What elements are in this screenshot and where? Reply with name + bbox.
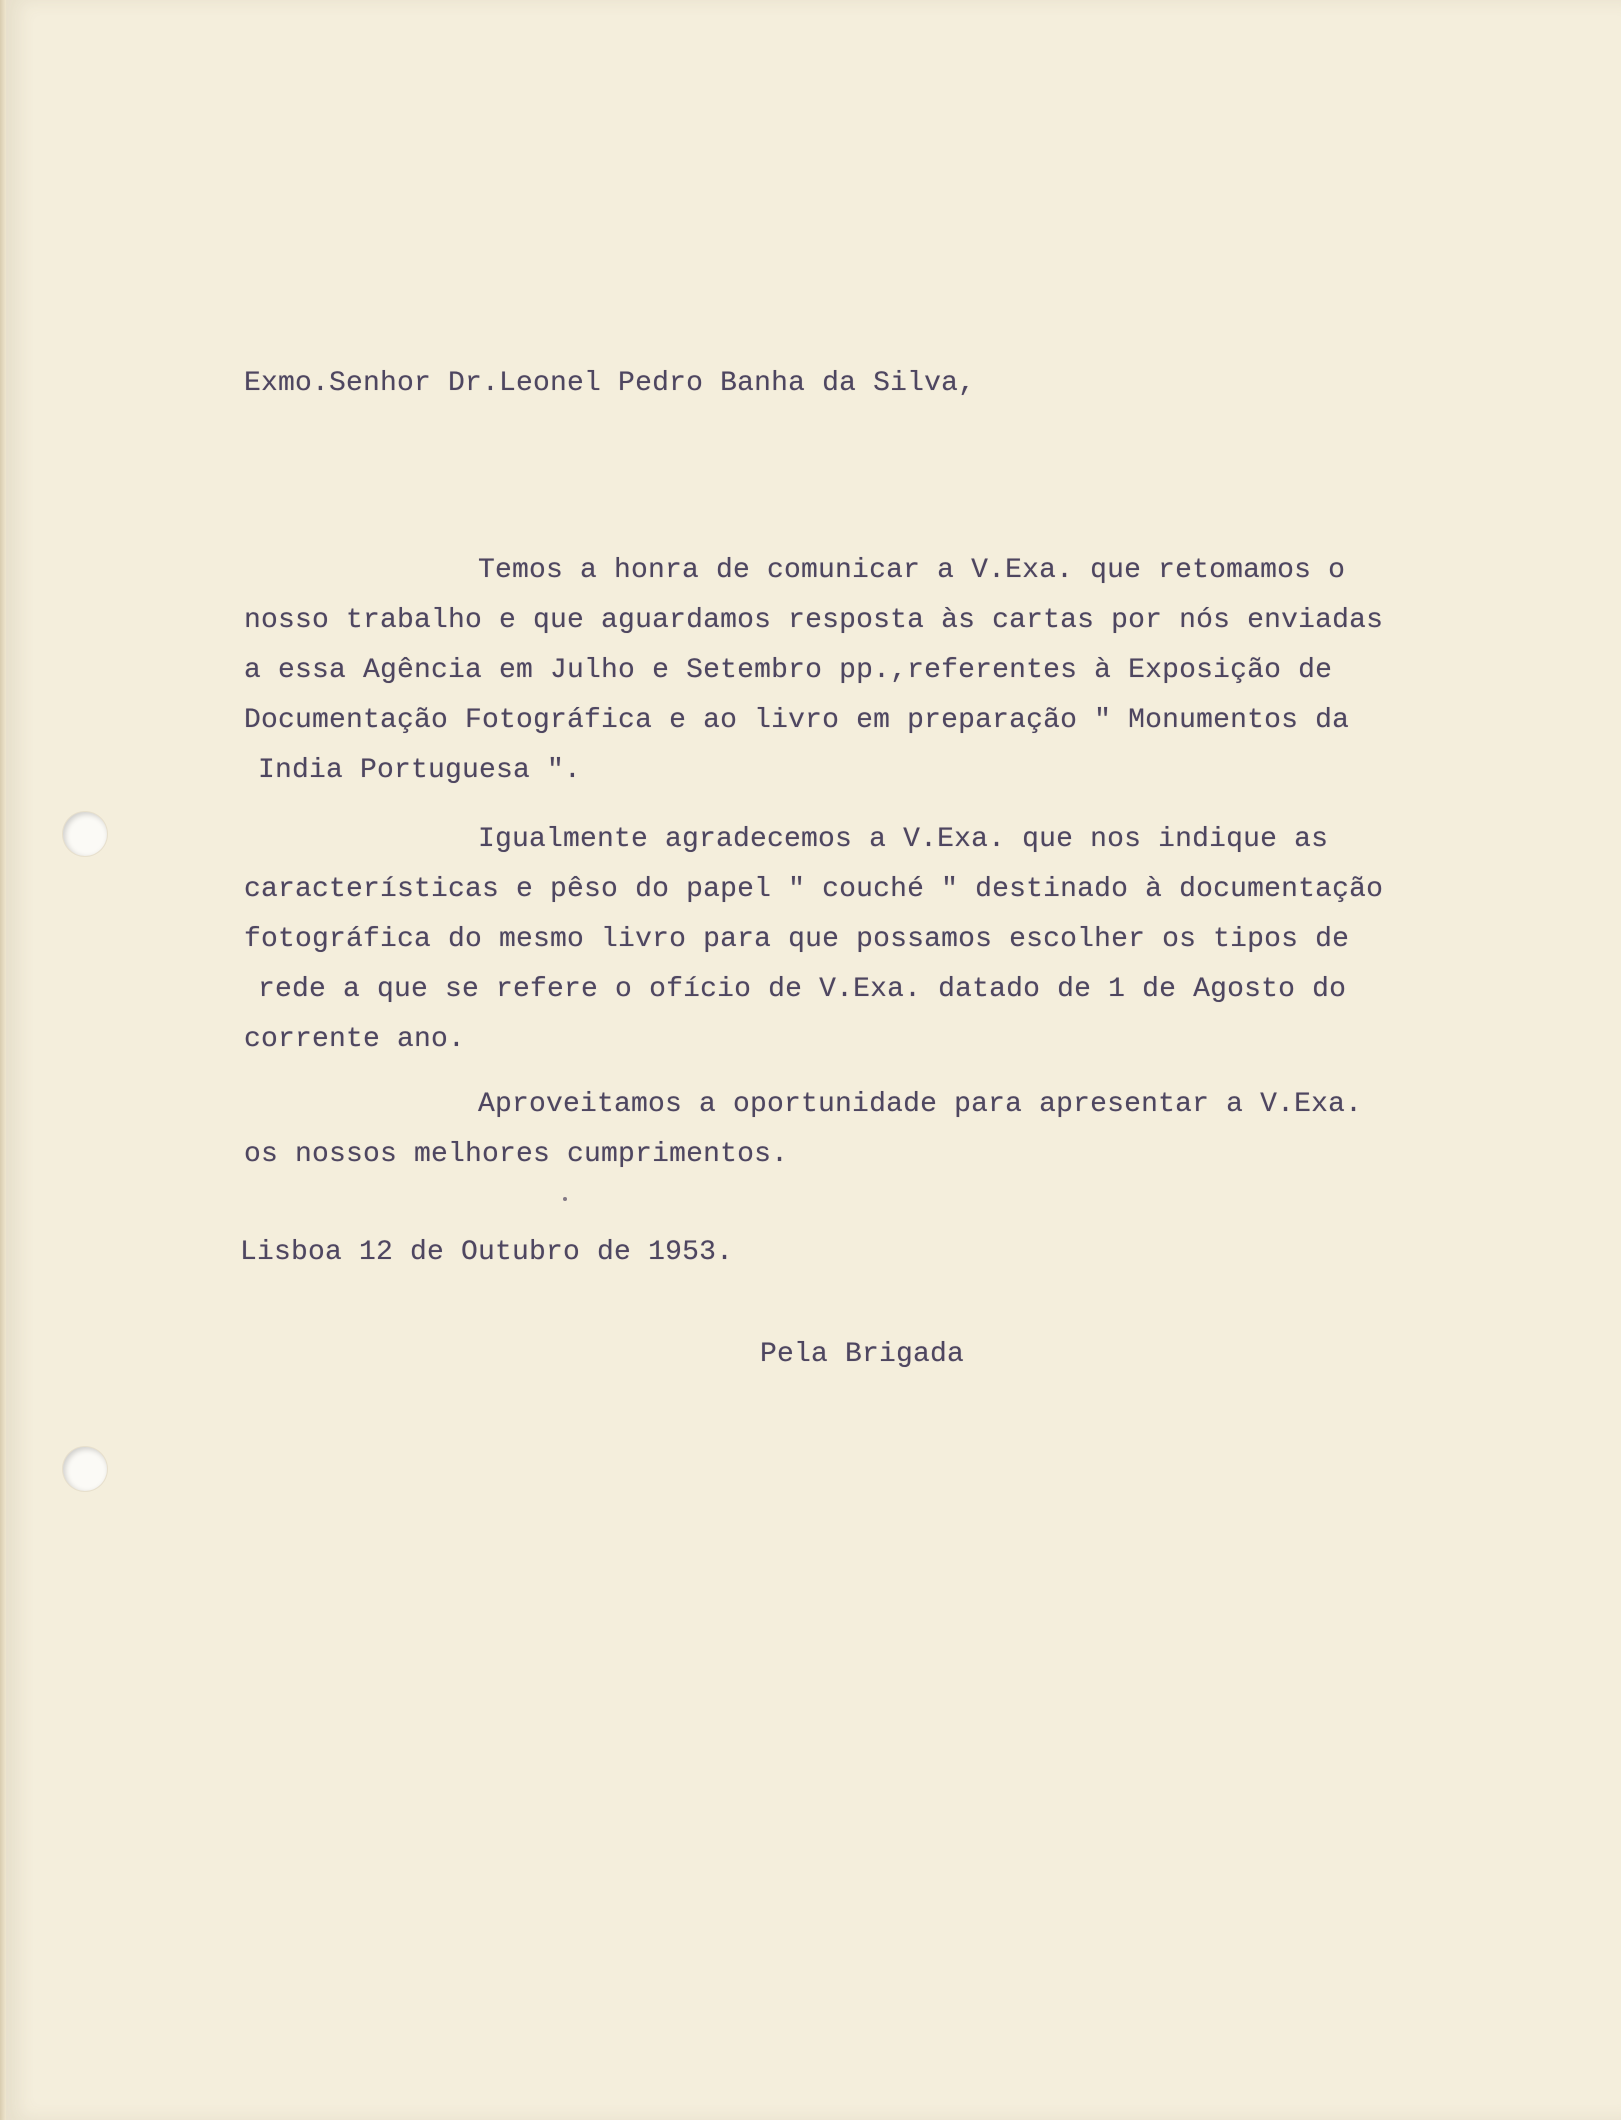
paper-edge [0,0,6,2120]
date-line: Lisboa 12 de Outubro de 1953. [240,1237,734,1268]
paragraph-2-line-5: corrente ano. [244,1024,466,1055]
paragraph-2-line-1: Igualmente agradecemos a V.Exa. que nos indique as [478,824,1329,855]
paragraph-2-line-3: fotográfica do mesmo livro para que possamos escolher os tipos de [244,924,1350,955]
salutation: Exmo.Senhor Dr.Leonel Pedro Banha da Silva, [244,368,976,399]
paragraph-3-line-1: Aproveitamos a oportunidade para apresentar a V.Exa. [478,1089,1363,1120]
paragraph-2-line-2: características e pêso do papel " couché " destinado à documentação [244,874,1384,905]
paragraph-1-line-5: India Portuguesa ". [258,755,582,786]
paragraph-1-line-3: a essa Agência em Julho e Setembro pp.,referentes à Exposição de [244,655,1333,686]
paragraph-3-line-2: os nossos melhores cumprimentos. [244,1139,789,1170]
punch-hole-top [63,812,107,856]
paragraph-1-line-4: Documentação Fotográfica e ao livro em preparação " Monumentos da [244,705,1350,736]
punch-hole-bottom [63,1447,107,1491]
paragraph-1-line-1: Temos a honra de comunicar a V.Exa. que retomamos o [478,555,1346,586]
paragraph-1-line-2: nosso trabalho e que aguardamos resposta às cartas por nós enviadas [244,605,1384,636]
ink-dot [563,1197,567,1201]
signature-line: Pela Brigada [760,1339,965,1370]
paragraph-2-line-4: rede a que se refere o ofício de V.Exa. datado de 1 de Agosto do [258,974,1347,1005]
